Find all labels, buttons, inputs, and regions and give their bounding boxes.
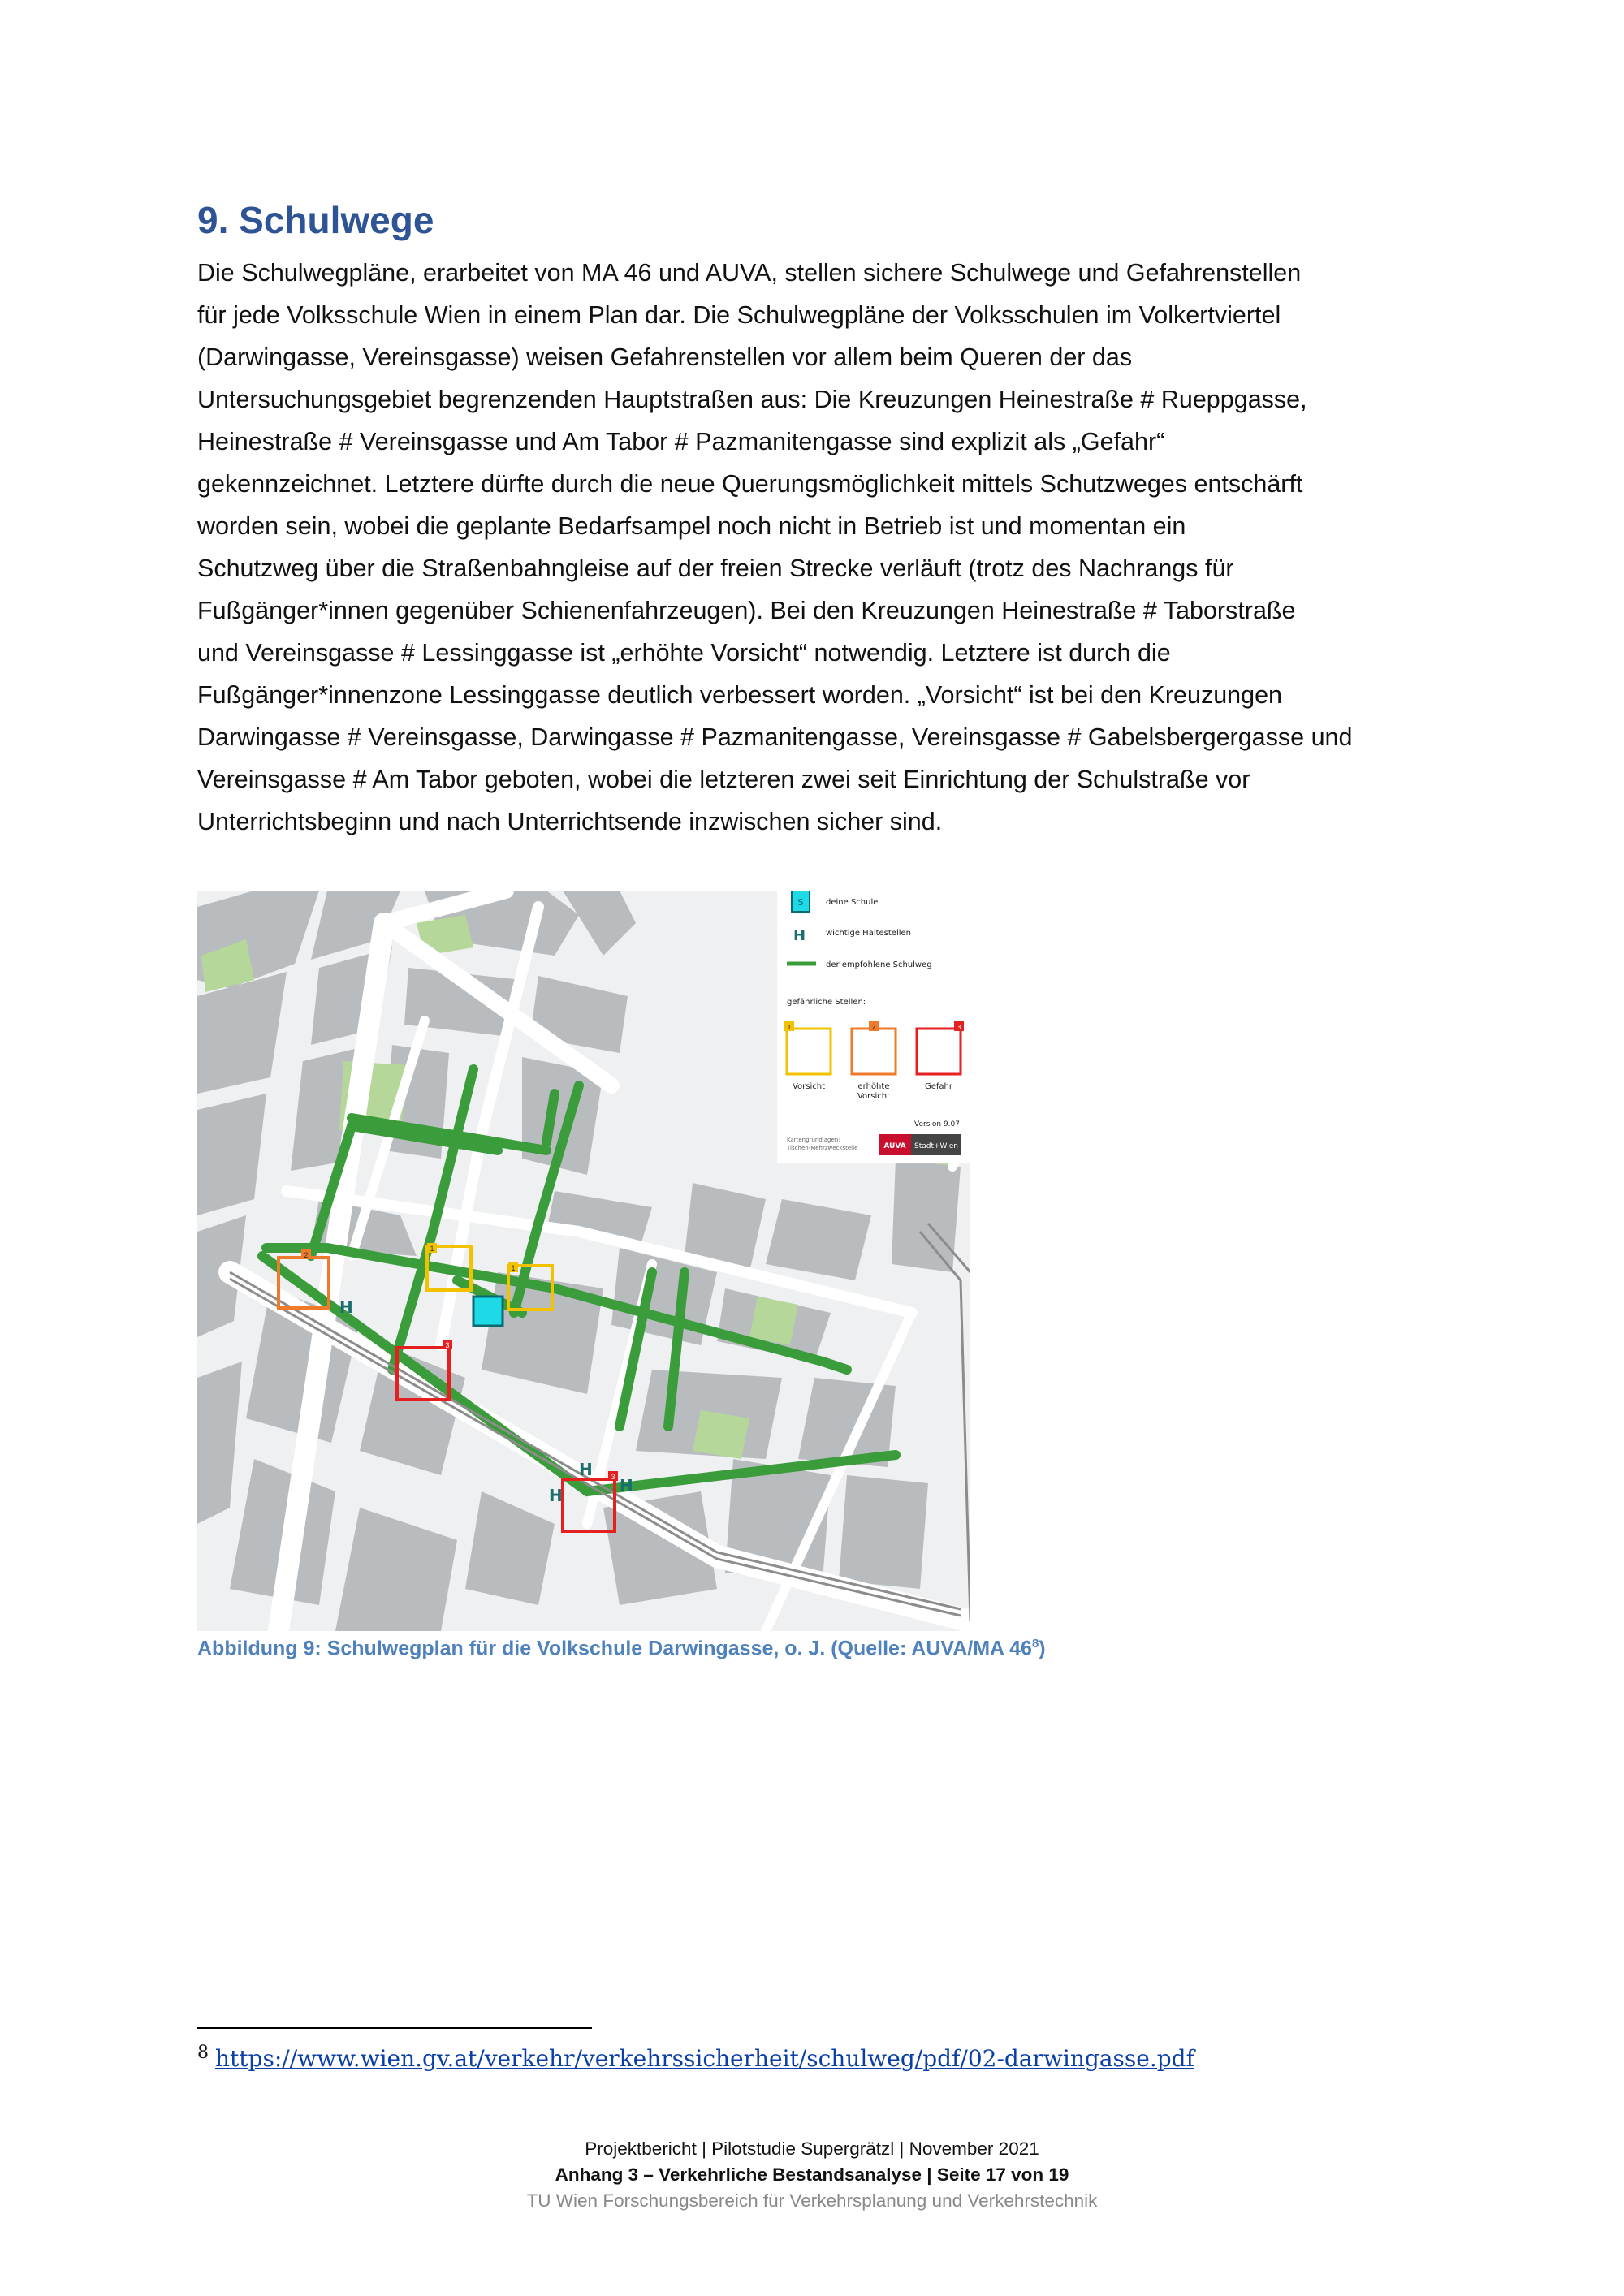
danger-heading: gefährliche Stellen: [787,998,866,1007]
paragraph-line: und Vereinsgasse # Lessinggasse ist „erhöhte Vorsicht“ notwendig. Letztere ist durch die [197,639,1171,667]
stop-legend-label: wichtige Haltestellen [826,929,911,938]
high-caution-legend-label-2: Vorsicht [857,1092,891,1101]
stadt-wien-logo-text: Stadt+Wien [914,1142,958,1150]
caption-text: Abbildung 9: Schulwegplan für die Volkschule Darwingasse, o. J. (Quelle: AUVA/MA 46 [197,1637,1032,1660]
footer-project-line: Projektbericht | Pilotstudie Supergrätzl | November 2021 [585,2138,1039,2159]
school-legend-label: deine Schule [826,898,879,907]
school-legend-symbol: S [797,897,804,908]
footer-institution-line: TU Wien Forschungsbereich für Verkehrsplanung und Verkehrstechnik [526,2190,1098,2211]
figure-caption [197,1637,1046,1660]
caution-box-number: 1 [430,1245,434,1253]
footnote-number: 8 [197,2043,209,2063]
paragraph-line: worden sein, wobei die geplante Bedarfsampel noch nicht in Betrieb ist und momentan ein [197,512,1186,540]
stop-marker: H [620,1476,633,1495]
caution-legend-box [787,1029,831,1074]
caution-legend-label: Vorsicht [792,1082,826,1091]
stop-marker: H [549,1486,563,1505]
footnote-divider [197,2027,592,2029]
danger-legend-label: Gefahr [925,1082,952,1091]
footer-page-line: Anhang 3 – Verkehrliche Bestandsanalyse | Seite 17 von 19 [555,2164,1069,2185]
paragraph-line: Vereinsgasse # Am Tabor geboten, wobei die letzteren zwei seit Einrichtung der Schulstraße vor [197,766,1250,793]
high-caution-legend-label-1: erhöhte [857,1082,890,1091]
paragraph-line: Die Schulwegpläne, erarbeitet von MA 46 und AUVA, stellen sichere Schulwege und Gefahrenstellen [197,259,1302,287]
paragraph-line: Schutzweg über die Straßenbahngleise auf der freien Strecke verläuft (trotz des Nachrangs für [197,555,1234,582]
footnote [197,2043,1194,2072]
high-caution-legend-number: 2 [871,1024,876,1031]
body-paragraph [197,252,1448,843]
paragraph-line: Heinestraße # Vereinsgasse und Am Tabor # Pazmanitengasse sind explizit als „Gefahr“ [197,428,1165,455]
stop-marker: H [579,1460,593,1479]
danger-box-number: 3 [611,1473,615,1481]
map-legend [777,891,976,1163]
stop-marker: H [339,1297,353,1317]
caution-legend-number: 1 [787,1024,792,1031]
map-version: Version 9.07 [914,1120,960,1129]
legend-graphic [777,891,976,1163]
high-caution-legend-box [852,1029,896,1074]
map-credit-2: Tischen-Mehrzweckstelle [787,1145,858,1151]
paragraph-line: (Darwingasse, Vereinsgasse) weisen Gefahrenstellen vor allem beim Queren der das [197,343,1133,371]
paragraph-line: Fußgänger*innen gegenüber Schienenfahrzeugen). Bei den Kreuzungen Heinestraße # Taborstraße [197,597,1296,624]
caution-box-number: 1 [511,1264,516,1272]
route-legend-label: der empfohlene Schulweg [826,960,932,969]
page-title: 9. Schulwege [197,199,434,241]
high-caution-box-number: 2 [304,1251,309,1259]
danger-legend-number: 3 [957,1024,961,1031]
footnote-link[interactable]: https://www.wien.gv.at/verkehr/verkehrssicherheit/schulweg/pdf/02-darwingasse.pdf [215,2045,1194,2072]
caption-close: ) [1039,1637,1046,1660]
school-marker [473,1297,503,1326]
paragraph-line: Unterrichtsbeginn und nach Unterrichtsende inzwischen sicher sind. [197,808,943,835]
danger-box-number: 3 [445,1341,450,1349]
paragraph-line: für jede Volksschule Wien in einem Plan dar. Die Schulwegpläne der Volksschulen im Volkertviertel [197,301,1281,329]
auva-logo-text: AUVA [883,1142,906,1150]
map-credit-1: Kartengrundlagen: [787,1137,840,1143]
paragraph-line: gekennzeichnet. Letztere dürfte durch die neue Querungsmöglichkeit mittels Schutzweges entschärft [197,470,1303,498]
danger-legend-box [917,1029,961,1074]
paragraph-line: Untersuchungsgebiet begrenzenden Hauptstraßen aus: Die Kreuzungen Heinestraße # Rueppgasse, [197,386,1307,413]
caption-footnote-ref[interactable]: 8 [1031,1637,1039,1651]
paragraph-line: Darwingasse # Vereinsgasse, Darwingasse # Pazmanitengasse, Vereinsgasse # Gabelsbergergasse und [197,723,1353,751]
stop-legend-symbol: H [793,927,806,944]
paragraph-line: Fußgänger*innenzone Lessinggasse deutlich verbessert worden. „Vorsicht“ ist bei den Kreuzungen [197,681,1283,709]
